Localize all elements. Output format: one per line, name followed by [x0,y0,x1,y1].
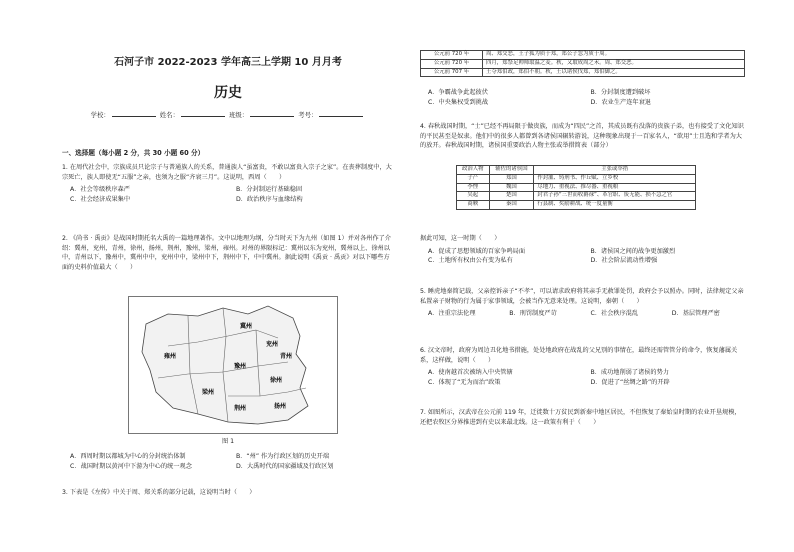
option-d[interactable]: D．政治秩序与血缘结构 [236,195,303,203]
option-d[interactable]: D．基层管理严密 [671,310,720,318]
option-a[interactable]: A．注重宗法伦理 [428,310,476,318]
question-3 [62,488,394,498]
student-info-line [62,110,394,121]
table-cell-state: 楚国 [489,192,534,201]
class-label: 班级： [229,111,249,119]
table-cell-text: 行县制、奖励耕战、统一度量衡 [534,201,696,210]
option-a[interactable]: A．使南越首次被纳入中央管辖 [428,369,513,377]
question-stem: 2. 《尚书 · 禹贡》是战国时期托名大禹的一篇地理著作。文中以地理为纲，分当时天下为九州（如图 1）并对各州作了介绍：冀州，兖州，青州，徐州，扬州，荆州，豫州，梁州，雍州。对州的界限标记：冀州以东为兖州，冀州以上、徐州以中，青州以下，豫州中，冀州中中，兖州中中，梁州中下，荆州中下，中中冀州。据此说明《禹贡 · 禹贡》对以下哪些方面的史料价值最大（ ） [62,235,392,271]
question-2-options [62,452,394,471]
question-stem-2: 据此可知，这一时期（ ） [420,235,501,242]
table-cell-state: 魏国 [489,183,534,192]
question-stem: 5. 睡虎地秦简记载，父亲控诉亲子“不孝”，可以请求政府将其亲手无赦罪处罚，政府会予以照办。同时，法律规定父亲私置亲子财物的行为属于家事领域，会被当作无意来处理。这说明，秦朝（ ） [420,288,744,305]
table-row [421,68,745,77]
option-d[interactable]: D．促进了“丝绸之路”的开辟 [590,378,670,386]
school-label: 学校： [90,111,110,119]
table-cell-text: 周、郑交恶，王子狐为质于郑，郑公子忽为质于周。 [483,51,745,60]
option-b[interactable]: B．诸侯国之间的战争更加激烈 [590,247,676,255]
option-c[interactable]: C．社会经济成果集中 [70,195,131,203]
option-c[interactable]: C．土地所有权由公有变为私有 [428,257,513,265]
map-label-yuzhou: 豫州 [234,363,247,370]
school-blank[interactable] [112,110,156,117]
table-row [457,201,696,210]
table-cell-year: 公元前 720 年 [421,59,483,68]
map-label-yanzhou: 兖州 [266,341,279,348]
option-c[interactable]: C．社会秩序混乱 [590,310,639,318]
question-stem: 3. 下表是《左传》中关于周、郑关系的部分记载，这说明当时（ ） [62,489,256,496]
option-c[interactable]: C．体现了“无为而治”政策 [428,378,501,386]
option-d[interactable]: D．社会阶层流动性增强 [590,257,658,265]
question-2 [62,234,394,272]
q3-table [420,50,745,77]
table-cell-text: 作封洫、铸刑书、作丘赋、立乡校 [534,174,696,183]
table-cell-text: 尽地力、重视法、推尽器、重视粮 [534,183,696,192]
map-label-jingzhou: 荆州 [234,405,247,412]
option-a[interactable]: A．西周时期以都城为中心的分封统治体制 [70,453,186,460]
question-stem: 6. 汉文帝时，政府为周边丑化地书措施，处处地政府在战乱的父兄别的事情在，最终还需管管分的命令，恢复藩属关系，这样做，说明（ ） [420,347,738,364]
subject-title: 历史 [214,85,242,101]
nine-provinces-map [128,296,338,434]
table-cell-year: 公元前 720 年 [421,51,483,60]
table-row [421,51,745,60]
question-stem: 1. 在周代社会中，宗族成员只论宗子与普通族人的关系，普通族人“虽富贵，不敢以富贵入宗子之家”。在丧葬制度中，大宗死亡，族人即使无“五服”之亲，也须为之服“齐衰三月”。这说明，西周（ ） [62,164,392,181]
option-b[interactable]: B．“州” 作为行政区划的历史开端 [236,453,330,460]
question-1 [62,163,394,204]
id-label: 考号： [298,111,318,119]
name-blank[interactable] [181,110,225,117]
table-row [457,174,696,183]
table-cell-state: 秦国 [489,201,534,210]
table-row [457,183,696,192]
question-5 [420,287,745,319]
option-a[interactable]: A．社会等级秩序森严 [70,186,130,194]
name-label: 姓名： [159,111,179,119]
table-row [457,192,696,201]
table-row [421,59,745,68]
option-b[interactable]: B．成功地削弱了诸侯的势力 [590,369,669,377]
question-4 [420,122,745,151]
section-heading: 一、选择题（每小题 2 分，共 30 小题 60 分） [62,149,205,157]
map-label-qingzhou: 青州 [280,353,293,360]
exam-title: 石河子市 2022-2023 学年高三上学期 10 月月考 [114,57,342,68]
question-6 [420,346,745,387]
option-b[interactable]: B．分封制运行基础稳固 [236,186,303,194]
question-3-options [420,88,745,107]
map-label-xuzhou: 徐州 [270,377,283,384]
table-header-cell: 辅佐的诸侯国 [489,166,534,175]
table-cell-name: 子产 [457,174,490,183]
option-b[interactable]: B．分封制度遭到破坏 [590,89,651,96]
map-label-yongzhou: 雍州 [164,353,177,360]
question-7 [420,408,745,427]
option-d[interactable]: D．农业生产连年衰退 [590,98,651,106]
table-cell-text: 王夺郑伯政，郑伯不朝。秋，王以诸侯伐郑，郑伯御之。 [483,68,745,77]
table-cell-text: 封君子孙“三世而收爵禄”、革官职、废无能、损不急之官 [534,192,696,201]
id-blank[interactable] [319,110,363,117]
table-header-cell: 政治人物 [457,166,490,175]
option-b[interactable]: B．刑罚制度严苛 [509,310,557,318]
option-c[interactable]: C．战国时期以黄河中下游为中心的统一观念 [70,462,192,470]
table-cell-name: 吴起 [457,192,490,201]
map-label-liangzhou: 梁州 [202,389,215,396]
figure-caption: 图 1 [221,438,235,445]
table-cell-name: 商鞅 [457,201,490,210]
map-label-yangzhou: 扬州 [274,403,287,410]
table-cell-text: 四月，郑祭足帅师取温之麦。秋，又取成周之禾。周、郑交恶。 [483,59,745,68]
table-cell-name: 李悝 [457,183,490,192]
question-4-tail [420,234,745,266]
option-a[interactable]: A．争霸战争此起彼伏 [428,89,488,96]
table-header-row [457,166,696,175]
option-c[interactable]: C．中央集权受到挑战 [428,98,489,106]
option-a[interactable]: A．促成了思想领域的百家争鸣局面 [428,247,526,255]
question-stem: 7. 如图所示，汉武帝在公元前 119 年，迁徙数十万贫民到新秦中地区居民，不但恢复了秦始皇时期的农业开垦规模，还把农牧区分界推进到有史以来最北线。这一政策有利于（ ） [420,409,741,426]
class-blank[interactable] [250,110,294,117]
q4-table [456,165,696,210]
question-stem: 4. 春秋战国时期，“士”已经不再局限于做贵族，而成为“四民”之首，其成员既有没落的贵族子弟，也有接受了文化知识的平民甚至是奴隶。他们中的很多人都曾到各诸侯国辗转游说，这种现象出现于一百家名人，“欲用”士且选和学者为大的放开。春秋战国时期，诸侯国重要政治人物主张或举措简表（部分） [420,123,744,150]
table-cell-year: 公元前 707 年 [421,68,483,77]
map-label-jizhou: 冀州 [240,323,253,330]
table-cell-state: 郑国 [489,174,534,183]
table-header-cell: 主张或举措 [534,166,696,175]
option-d[interactable]: D．大禹时代的国家疆域及行政区划 [236,462,334,470]
